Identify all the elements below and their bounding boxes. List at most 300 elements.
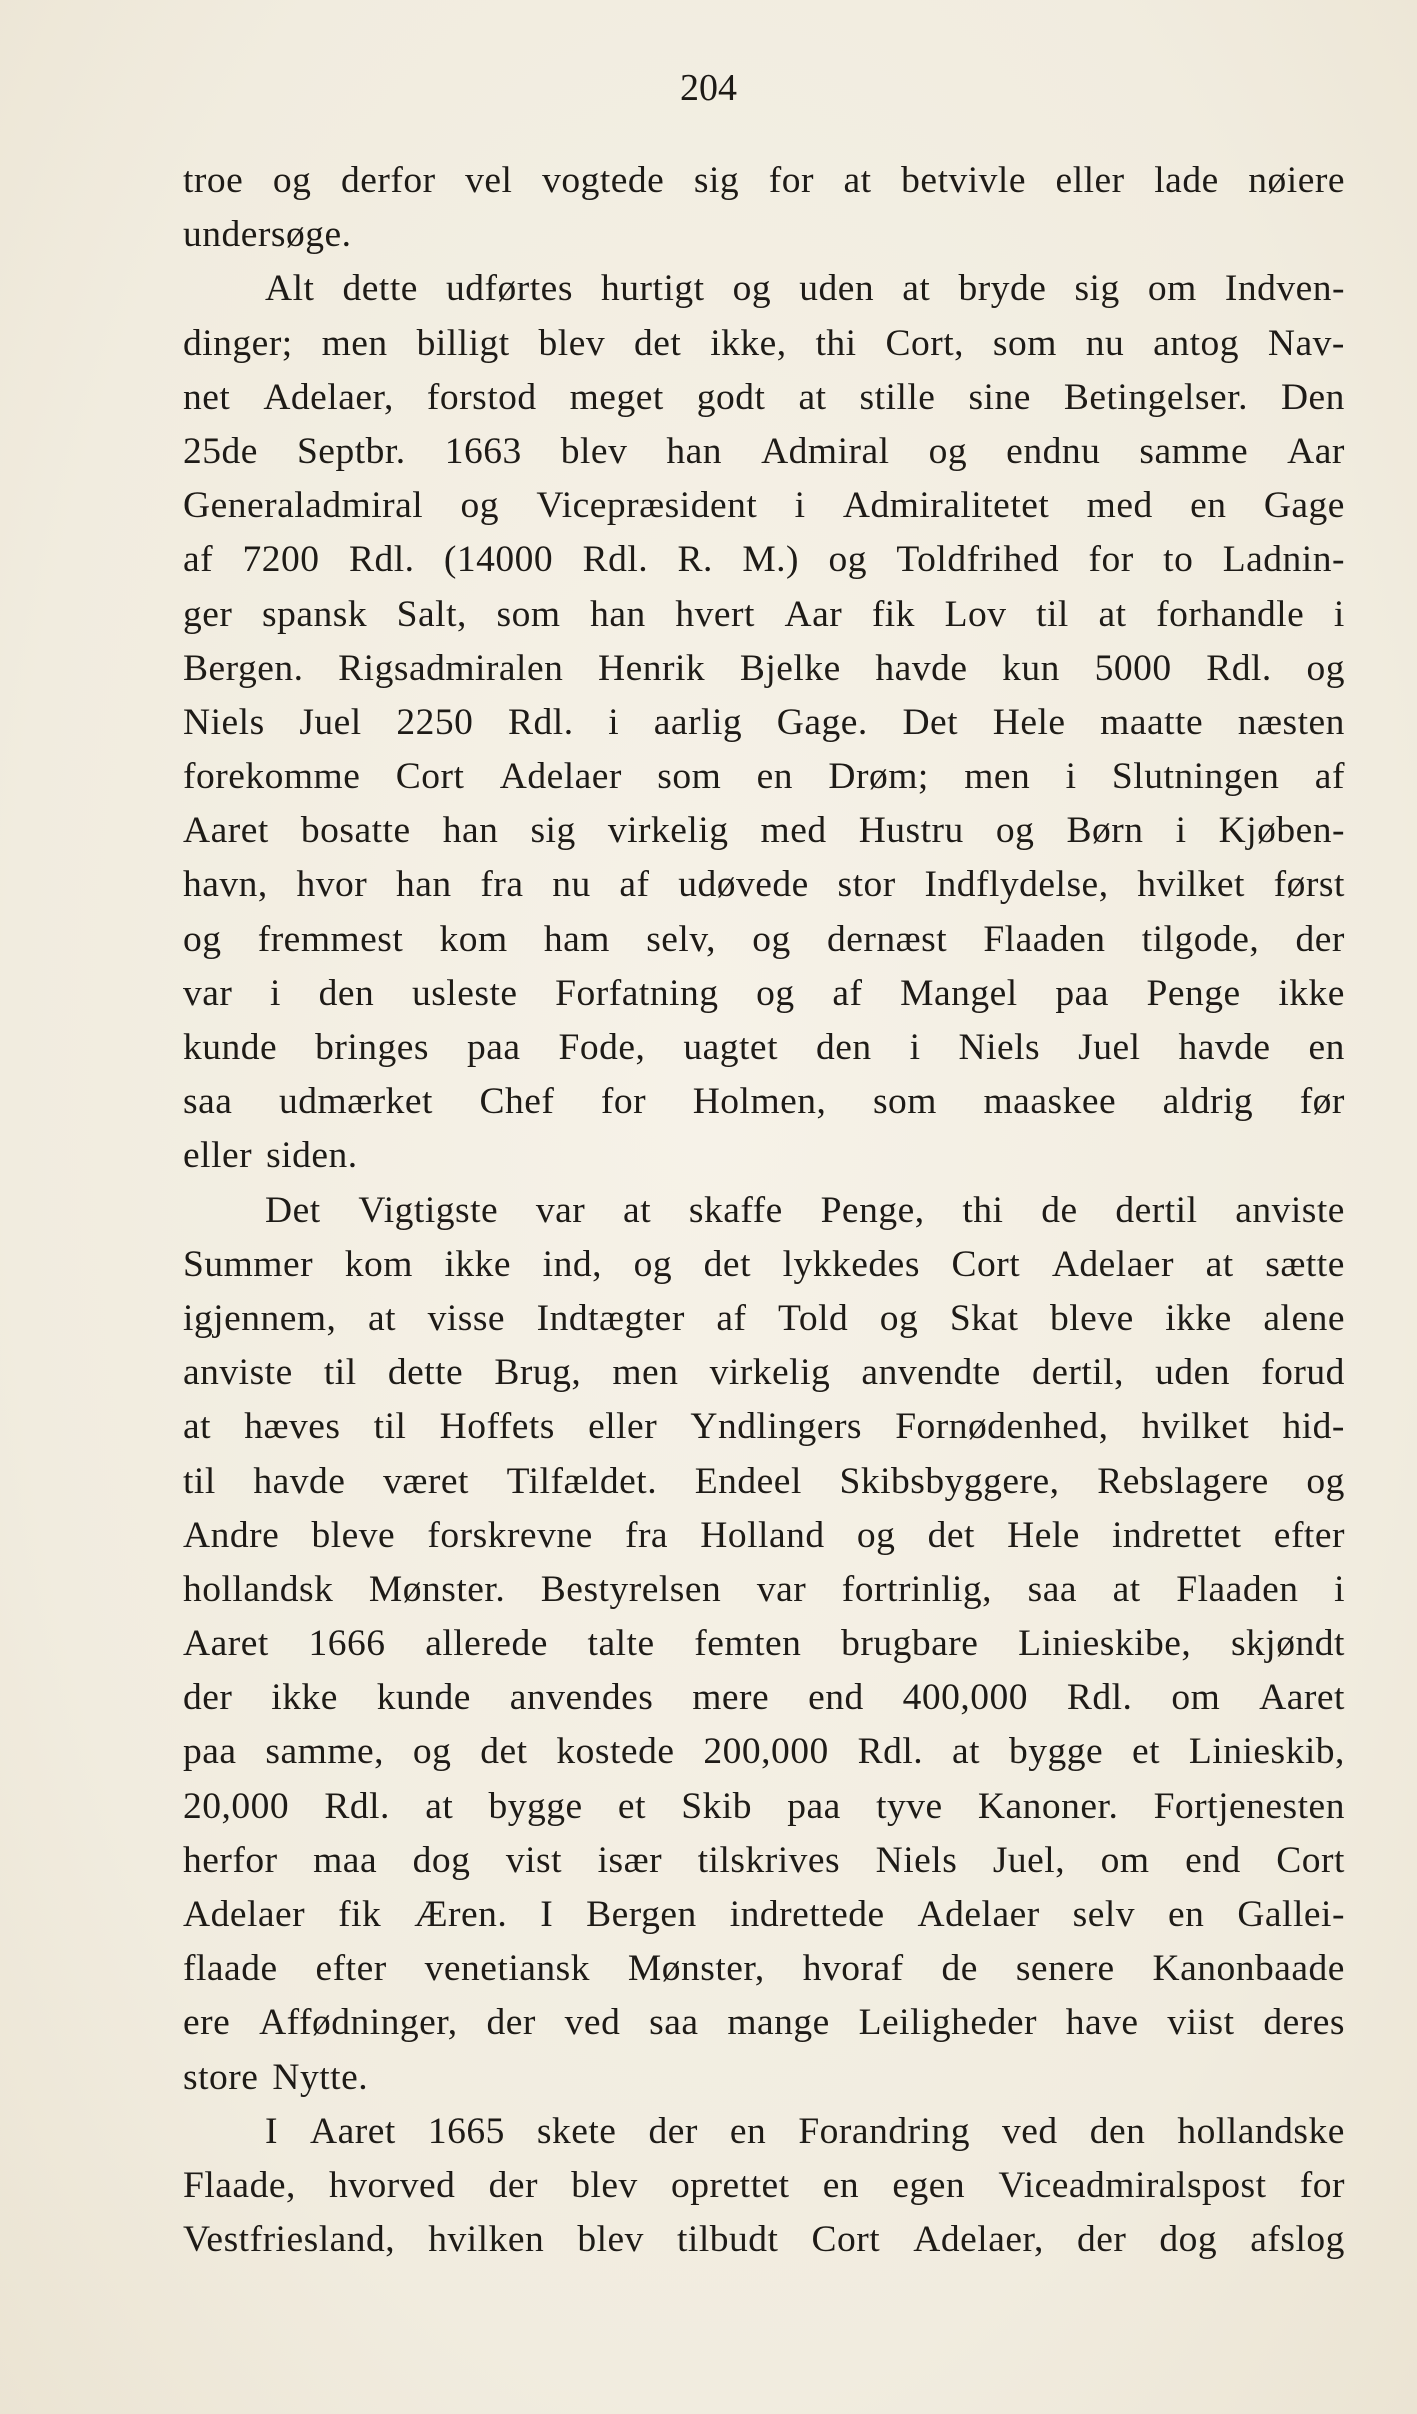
word: ind, xyxy=(542,1243,602,1285)
word: maa xyxy=(313,1839,378,1881)
word: Septbr. xyxy=(296,430,406,472)
word: om xyxy=(1147,268,1197,310)
word: meget xyxy=(569,376,664,418)
word: senere xyxy=(1015,1948,1115,1990)
text-line xyxy=(183,1075,1345,1129)
word: Henrik xyxy=(598,647,706,689)
word: han xyxy=(395,864,452,906)
word: af xyxy=(183,539,214,581)
text-line xyxy=(183,2213,1345,2267)
text-line xyxy=(183,967,1345,1021)
word: viist xyxy=(1167,2002,1235,2044)
text-line xyxy=(183,208,1345,262)
word: men xyxy=(612,1352,679,1394)
word: Juel, xyxy=(992,1839,1066,1881)
word: udmærket xyxy=(278,1081,433,1123)
word: som xyxy=(872,1081,937,1123)
word: ger xyxy=(183,593,233,635)
word: forstod xyxy=(426,376,537,418)
word: brugbare xyxy=(841,1623,979,1665)
word: Niels xyxy=(875,1839,958,1881)
word: Rigsadmiralen xyxy=(338,647,564,689)
word: troe xyxy=(183,160,244,201)
word: store xyxy=(183,2056,259,2098)
word: Rdl. xyxy=(508,701,574,743)
word: tilbudt xyxy=(677,2219,779,2261)
word: indrettet xyxy=(1112,1514,1242,1556)
word: Aar xyxy=(784,593,843,635)
word: Cort xyxy=(395,756,465,798)
word: Leiligheder xyxy=(858,2002,1037,2044)
word: Vicepræsident xyxy=(536,485,758,527)
word: mere xyxy=(692,1677,770,1719)
text-line xyxy=(183,1184,1345,1238)
text-line xyxy=(183,154,1345,208)
word: at xyxy=(1112,1568,1141,1610)
word: (14000 xyxy=(443,539,554,581)
word: udførtes xyxy=(446,268,573,310)
word: dertil xyxy=(1115,1189,1198,1231)
word: end xyxy=(808,1677,864,1719)
text-line xyxy=(183,479,1345,533)
word: eller xyxy=(1055,160,1125,201)
word: det xyxy=(480,1731,528,1773)
word: have xyxy=(1065,2002,1139,2044)
text-line xyxy=(183,2159,1345,2213)
word: Rdl. xyxy=(348,539,415,581)
word: dog xyxy=(1159,2219,1218,2261)
word: som xyxy=(992,322,1057,364)
word: de xyxy=(941,1948,978,1990)
text-line xyxy=(183,371,1345,425)
word: Holland xyxy=(700,1514,825,1556)
word: om xyxy=(1171,1677,1221,1719)
word: Ladnin- xyxy=(1222,539,1345,581)
word: de xyxy=(1041,1189,1078,1231)
text-line xyxy=(183,262,1345,316)
word: Bestyrelsen xyxy=(540,1568,722,1610)
word: aldrig xyxy=(1162,1081,1254,1123)
word: venetiansk xyxy=(424,1948,590,1990)
word: der xyxy=(1076,2219,1127,2261)
word: Aar xyxy=(1287,430,1345,472)
word: at xyxy=(902,268,931,310)
word: spansk xyxy=(261,593,368,635)
word: 200,000 xyxy=(703,1731,829,1773)
word: ham xyxy=(543,918,610,960)
word: bleve xyxy=(1050,1297,1134,1339)
text-line xyxy=(183,533,1345,587)
word: ikke xyxy=(444,1243,512,1285)
word: Betingelser. xyxy=(1063,376,1248,418)
word: Hoffets xyxy=(439,1406,555,1448)
word: skjøndt xyxy=(1230,1623,1345,1665)
word: et xyxy=(617,1785,646,1827)
word: afslog xyxy=(1250,2219,1345,2261)
word: især xyxy=(597,1839,663,1881)
word: Lov xyxy=(944,593,1007,635)
word: den xyxy=(1089,2110,1146,2152)
word: blev xyxy=(577,2219,644,2261)
word: selv, xyxy=(646,918,717,960)
word: Rebslagere xyxy=(1097,1460,1269,1502)
word: dog xyxy=(412,1839,471,1881)
word: vist xyxy=(505,1839,563,1881)
word: Rdl. xyxy=(1206,647,1272,689)
word: en xyxy=(1308,1027,1345,1068)
word: ikke xyxy=(1165,1297,1232,1339)
word: nu xyxy=(1085,322,1125,364)
word: vogtede xyxy=(542,160,665,201)
word: kostede xyxy=(556,1731,675,1773)
word: for xyxy=(1088,539,1134,581)
text-line xyxy=(183,750,1345,804)
word: anvendes xyxy=(509,1677,654,1719)
word: godt xyxy=(696,376,766,418)
word: Vestfriesland, xyxy=(183,2219,396,2261)
word: oprettet xyxy=(671,2164,790,2206)
word: skete xyxy=(536,2110,617,2152)
word: og xyxy=(928,430,968,472)
word: Børn xyxy=(1066,810,1144,852)
word: Admiralitetet xyxy=(842,485,1050,527)
word: blev xyxy=(538,322,606,364)
word: og xyxy=(460,485,500,527)
text-line xyxy=(183,1509,1345,1563)
word: Aaret xyxy=(1259,1677,1345,1719)
word: der xyxy=(486,2002,536,2044)
word: Brug, xyxy=(494,1352,582,1394)
word: Hele xyxy=(992,701,1066,743)
word: for xyxy=(600,1081,647,1123)
word: thi xyxy=(815,322,857,364)
word: Drøm; xyxy=(828,756,929,798)
word: sig xyxy=(1074,268,1120,310)
word: dette xyxy=(342,268,418,310)
word: at xyxy=(843,160,872,201)
word: Aaret xyxy=(183,810,269,852)
word: Alt xyxy=(265,268,315,310)
word: var xyxy=(183,972,233,1014)
text-line xyxy=(183,1238,1345,1292)
word: samme xyxy=(1139,430,1249,472)
word: til xyxy=(323,1352,357,1394)
word: sine xyxy=(968,376,1031,418)
word: men xyxy=(321,322,388,364)
text-line xyxy=(183,425,1345,479)
word: Flaade, xyxy=(183,2164,296,2206)
word: at xyxy=(798,376,827,418)
word: Juel xyxy=(1078,1027,1141,1068)
word: Toldfrihed xyxy=(896,539,1060,581)
word: Hele xyxy=(1007,1514,1080,1556)
word: af xyxy=(1314,756,1345,798)
word: og xyxy=(756,972,795,1014)
word: bygge xyxy=(1008,1731,1104,1773)
word: Penge xyxy=(1146,972,1241,1014)
word: at xyxy=(183,1406,212,1448)
word: Bergen xyxy=(586,1894,697,1935)
word: fortrinlig, xyxy=(841,1568,993,1610)
text-line xyxy=(183,804,1345,858)
word: blev xyxy=(560,430,628,472)
word: anviste xyxy=(1235,1189,1345,1231)
word: Mønster, xyxy=(627,1948,765,1990)
word: Aaret xyxy=(183,1623,269,1665)
word: Indtægter xyxy=(536,1297,685,1339)
word: der xyxy=(183,1677,233,1719)
word: og xyxy=(752,918,791,960)
word: eller xyxy=(588,1406,658,1448)
word: at xyxy=(952,1731,981,1773)
text-line xyxy=(183,1021,1345,1075)
word: der xyxy=(488,2164,539,2206)
word: paa xyxy=(467,1027,521,1068)
word: at xyxy=(1205,1243,1234,1285)
text-line xyxy=(183,1455,1345,1509)
word: efter xyxy=(1273,1514,1345,1556)
word: hvilket xyxy=(1137,864,1245,906)
word: Gage. xyxy=(776,701,868,743)
word: Indflydelse, xyxy=(924,864,1109,906)
word: Gallei- xyxy=(1237,1894,1345,1935)
word: Det xyxy=(902,701,959,743)
word: Fode, xyxy=(558,1027,646,1068)
word: og xyxy=(1306,1460,1345,1502)
word: Den xyxy=(1280,376,1345,418)
word: sig xyxy=(693,160,740,201)
word: i xyxy=(909,1027,921,1068)
word: to xyxy=(1163,539,1194,581)
word: fra xyxy=(624,1514,669,1556)
word: Endeel xyxy=(694,1460,802,1502)
word: at xyxy=(1098,593,1127,635)
word: ved xyxy=(1002,2110,1058,2152)
word: Slutningen xyxy=(1111,756,1280,798)
word: Mangel xyxy=(900,972,1018,1014)
word: 25de xyxy=(183,430,258,472)
word: uagtet xyxy=(683,1027,778,1068)
word: Cort, xyxy=(885,322,965,364)
word: ved xyxy=(564,2002,621,2044)
word: Cort xyxy=(951,1243,1021,1285)
word: Forandring xyxy=(798,2110,970,2152)
word: fik xyxy=(871,593,915,635)
word: Tilfældet. xyxy=(506,1460,658,1502)
word: ikke xyxy=(271,1677,338,1719)
text-line xyxy=(183,1129,1345,1183)
text-line xyxy=(183,1346,1345,1400)
word: hvor xyxy=(296,864,368,906)
word: og xyxy=(856,1514,896,1556)
text-line xyxy=(183,1942,1345,1996)
word: til xyxy=(1036,593,1069,635)
word: Hustru xyxy=(858,810,964,852)
word: ere xyxy=(183,2002,231,2044)
word: han xyxy=(666,430,723,472)
word: visse xyxy=(427,1297,506,1339)
word: før xyxy=(1299,1081,1345,1123)
word: den xyxy=(318,972,375,1014)
word: fik xyxy=(338,1894,382,1935)
word: uden xyxy=(1155,1352,1231,1394)
word: bosatte xyxy=(300,810,411,852)
word: Summer xyxy=(183,1243,314,1285)
word: Æren. xyxy=(414,1894,508,1935)
word: hvorved xyxy=(329,2164,456,2206)
text-line xyxy=(183,1617,1345,1671)
word: maaskee xyxy=(983,1081,1117,1123)
word: Gage xyxy=(1263,485,1345,527)
word: Holmen, xyxy=(692,1081,827,1123)
word: hvilket xyxy=(1141,1406,1250,1448)
word: stille xyxy=(859,376,936,418)
word: dertil, xyxy=(1031,1352,1124,1394)
word: i xyxy=(1333,593,1345,635)
word: saa xyxy=(1027,1568,1078,1610)
text-line xyxy=(183,642,1345,696)
word: Adelaer, xyxy=(263,376,394,418)
word: skaffe xyxy=(688,1189,783,1231)
word: og xyxy=(732,268,772,310)
word: derfor xyxy=(340,160,436,201)
word: Andre xyxy=(183,1514,280,1556)
word: Adelaer xyxy=(1051,1243,1174,1285)
word: efter xyxy=(315,1948,387,1990)
word: med xyxy=(1086,485,1153,527)
word: Juel xyxy=(299,701,362,743)
word: Vigtigste xyxy=(358,1189,499,1231)
word: det xyxy=(633,322,682,364)
page-number: 204 xyxy=(680,67,737,109)
word: siden. xyxy=(266,1135,358,1177)
word: Niels xyxy=(183,701,265,743)
word: som xyxy=(496,593,561,635)
word: at xyxy=(623,1189,652,1231)
word: det xyxy=(703,1243,751,1285)
word: samme, xyxy=(265,1731,385,1773)
word: paa xyxy=(787,1785,841,1827)
word: Det xyxy=(265,1189,321,1231)
word: ikke, xyxy=(710,322,787,364)
word: Niels xyxy=(958,1027,1041,1068)
text-line xyxy=(183,2051,1345,2105)
word: Bergen. xyxy=(183,647,304,689)
word: thi xyxy=(962,1189,1004,1231)
word: endnu xyxy=(1006,430,1101,472)
word: været xyxy=(383,1460,469,1502)
word: det xyxy=(927,1514,975,1556)
word: Cort xyxy=(1276,1839,1345,1881)
word: i xyxy=(608,701,620,743)
text-line xyxy=(183,1725,1345,1779)
word: dinger; xyxy=(183,322,293,364)
word: Viceadmiralspost xyxy=(998,2164,1267,2206)
word: forud xyxy=(1261,1352,1345,1394)
text-line xyxy=(183,2105,1345,2159)
word: 400,000 xyxy=(902,1677,1028,1719)
word: og xyxy=(272,160,312,201)
word: en xyxy=(1190,485,1227,527)
word: kom xyxy=(439,918,508,960)
word: han xyxy=(442,810,499,852)
word: R. xyxy=(677,539,713,581)
word: nu xyxy=(552,864,591,906)
word: uden xyxy=(799,268,875,310)
word: af xyxy=(716,1297,747,1339)
word: virkelig xyxy=(709,1352,831,1394)
word: om xyxy=(1100,1839,1150,1881)
word: den xyxy=(815,1027,872,1068)
word: han xyxy=(590,593,646,635)
word: Nytte. xyxy=(272,2056,369,2098)
word: lade xyxy=(1154,160,1219,201)
word: for xyxy=(1299,2164,1345,2206)
word: men xyxy=(964,756,1031,798)
word: forhandle xyxy=(1156,593,1305,635)
word: tilskrives xyxy=(697,1839,841,1881)
word: Kjøben- xyxy=(1218,810,1345,852)
word: blev xyxy=(571,2164,638,2206)
word: aarlig xyxy=(653,701,743,743)
word: antog xyxy=(1153,322,1239,364)
word: og xyxy=(183,918,222,960)
word: anvendte xyxy=(861,1352,1001,1394)
word: af xyxy=(832,972,863,1014)
word: Flaaden xyxy=(1176,1568,1299,1610)
word: i xyxy=(794,485,806,527)
text-line xyxy=(183,913,1345,967)
word: sig xyxy=(530,810,576,852)
word: paa xyxy=(1055,972,1109,1014)
word: Cort xyxy=(811,2219,881,2261)
word: havde xyxy=(253,1460,346,1502)
text-line xyxy=(183,1780,1345,1834)
word: hvoraf xyxy=(802,1948,904,1990)
word: kunde xyxy=(183,1027,278,1068)
word: Adelaer, xyxy=(913,2219,1044,2261)
word: var xyxy=(756,1568,807,1610)
word: deres xyxy=(1263,2002,1345,2044)
word: paa xyxy=(183,1731,237,1773)
word: et xyxy=(1131,1731,1161,1773)
word: Linieskibe, xyxy=(1018,1623,1192,1665)
word: at xyxy=(425,1785,454,1827)
word: Aaret xyxy=(310,2110,396,2152)
word: næsten xyxy=(1237,701,1345,743)
word: og xyxy=(412,1731,452,1773)
word: saa xyxy=(183,1081,233,1123)
word: en xyxy=(729,2110,767,2152)
word: i xyxy=(1065,756,1077,798)
word: billigt xyxy=(416,322,510,364)
word: og xyxy=(828,539,867,581)
word: herfor xyxy=(183,1839,278,1881)
word: talte xyxy=(587,1623,655,1665)
word: Flaaden xyxy=(983,918,1106,960)
word: hid- xyxy=(1282,1406,1345,1448)
word: en xyxy=(822,2164,860,2206)
word: og xyxy=(879,1297,919,1339)
word: i xyxy=(270,972,281,1014)
word: 5000 xyxy=(1094,647,1172,689)
word: Yndlingers xyxy=(690,1406,863,1448)
word: af xyxy=(619,864,650,906)
word: anviste xyxy=(183,1352,293,1394)
word: hvilken xyxy=(428,2219,545,2261)
word: M.) xyxy=(742,539,800,581)
word: forekomme xyxy=(183,756,361,798)
